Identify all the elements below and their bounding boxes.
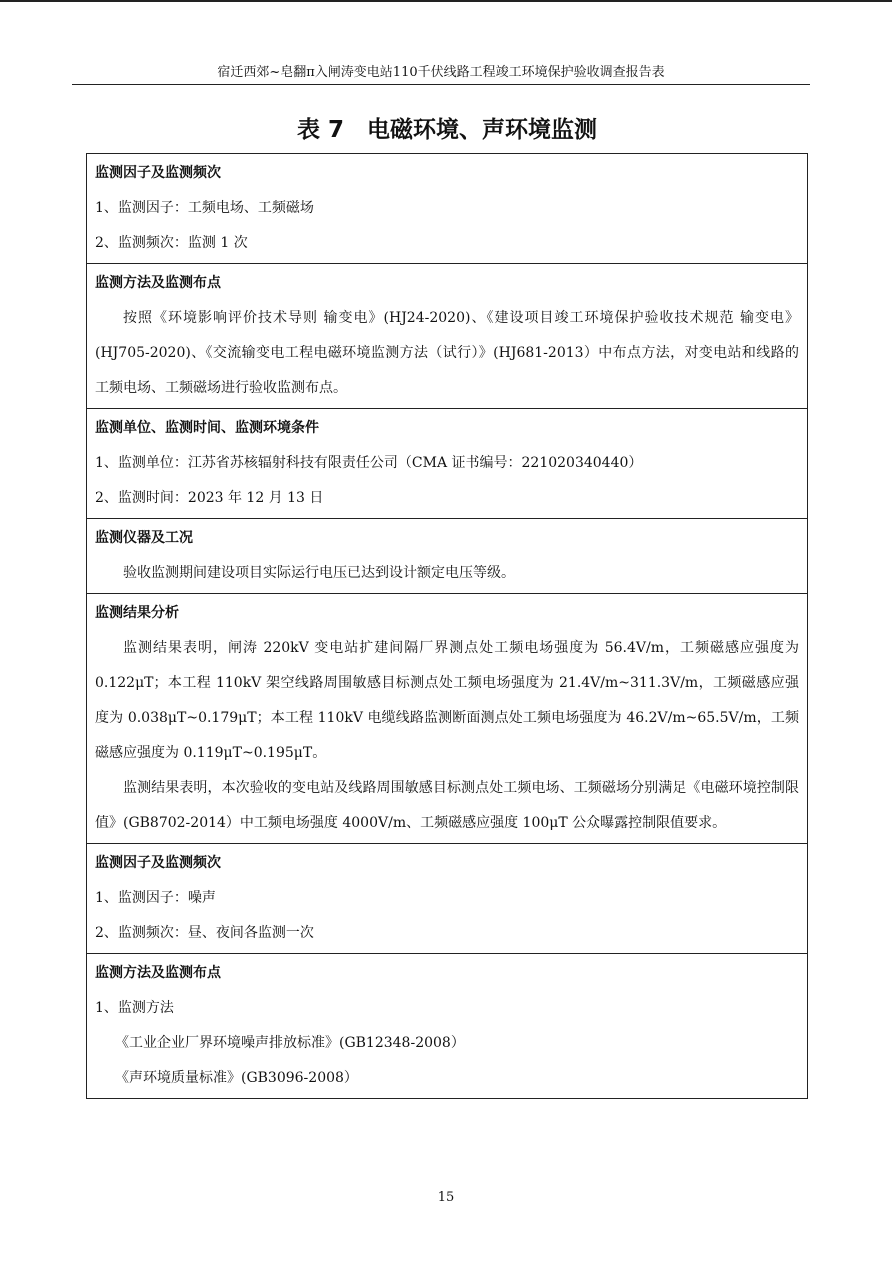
- text-line: 1、监测单位：江苏省苏核辐射科技有限责任公司（CMA 证书编号：221020340440）: [95, 455, 643, 471]
- section-noise-factors-frequency: [87, 843, 807, 953]
- section-heading: 监测仪器及工况: [95, 530, 193, 546]
- paragraph: 验收监测期间建设项目实际运行电压已达到设计额定电压等级。: [123, 565, 515, 581]
- paragraph: 按照《环境影响评价技术导则 输变电》(HJ24-2020)、《建设项目竣工环境保护验收技术规范 输变电》(HJ705-2020)、《交流输变电工程电磁环境监测方法（试行）》(HJ681-2013）中布点方法，对变电站和线路的工频电场、工频磁场进行验收监测布点。: [95, 310, 799, 396]
- section-result-analysis: [87, 593, 807, 843]
- monitoring-table: [86, 153, 808, 1099]
- section-noise-method-points: [87, 953, 807, 1098]
- section-heading: 监测结果分析: [95, 605, 179, 621]
- page-title: 表 7 电磁环境、声环境监测: [296, 117, 597, 143]
- text-line: 1、监测方法: [95, 1000, 174, 1016]
- standard-reference: 《工业企业厂界环境噪声排放标准》(GB12348-2008）: [115, 1035, 465, 1051]
- section-unit-time-conditions: [87, 408, 807, 518]
- section-heading: 监测方法及监测布点: [95, 965, 221, 981]
- page-header: 宿迁西郊~皂翻π入闸涛变电站110千伏线路工程竣工环境保护验收调查报告表: [72, 64, 810, 85]
- section-em-method-points: [87, 263, 807, 408]
- page-number: 15: [437, 1190, 455, 1205]
- text-line: 2、监测频次：昼、夜间各监测一次: [95, 925, 314, 941]
- section-heading: 监测因子及监测频次: [95, 855, 221, 871]
- paragraph: 监测结果表明，闸涛 220kV 变电站扩建间隔厂界测点处工频电场强度为 56.4V/m，工频磁感应强度为 0.122μT；本工程 110kV 架空线路周围敏感目标测点处工频电场强度为 21.4V/m~311.3V/m，工频磁感应强度为 0.038μT~0.179μT；本工程 110kV 电缆线路监测断面测点处工频电场强度为 46.2V/m~65.5V/m，工频磁感应强度为 0.119μT~0.195μT。: [95, 640, 799, 761]
- section-heading: 监测方法及监测布点: [95, 275, 221, 291]
- section-em-factors-frequency: [87, 154, 807, 263]
- text-line: 1、监测因子：工频电场、工频磁场: [95, 200, 314, 216]
- text-line: 2、监测时间：2023 年 12 月 13 日: [95, 490, 324, 506]
- standard-reference: 《声环境质量标准》(GB3096-2008）: [115, 1070, 358, 1086]
- section-instrument-conditions: [87, 518, 807, 593]
- paragraph: 监测结果表明，本次验收的变电站及线路周围敏感目标测点处工频电场、工频磁场分别满足《电磁环境控制限值》(GB8702-2014）中工频电场强度 4000V/m、工频磁感应强度 100μT 公众曝露控制限值要求。: [95, 780, 799, 831]
- section-heading: 监测因子及监测频次: [95, 165, 221, 181]
- top-border-line: [0, 0, 892, 2]
- section-heading: 监测单位、监测时间、监测环境条件: [95, 420, 319, 436]
- text-line: 1、监测因子：噪声: [95, 890, 216, 906]
- text-line: 2、监测频次：监测 1 次: [95, 235, 248, 251]
